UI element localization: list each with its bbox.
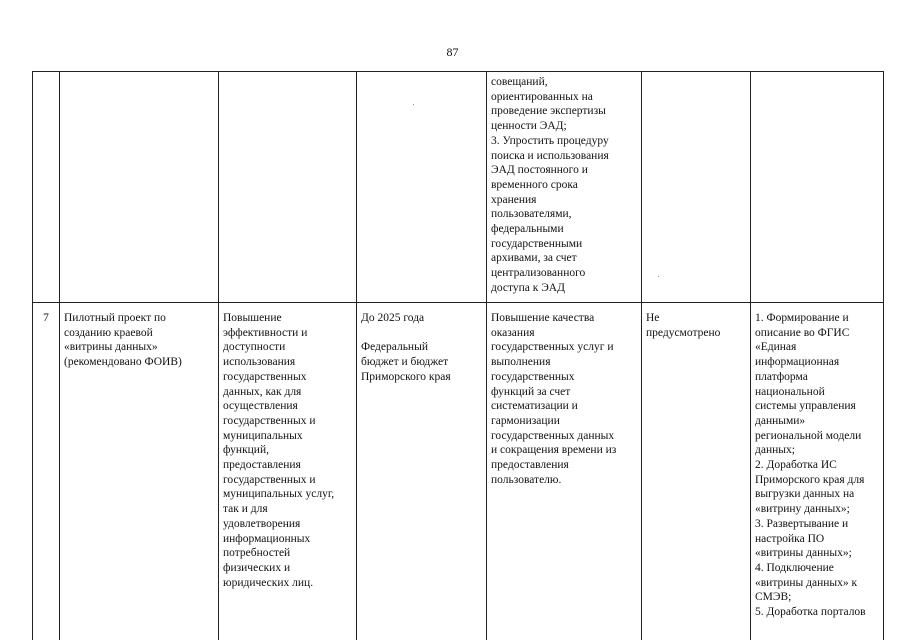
column-divider <box>486 72 487 640</box>
column-divider <box>750 72 751 640</box>
projects-table <box>32 71 884 640</box>
column-divider <box>356 72 357 640</box>
scan-speck <box>658 276 659 277</box>
regulatory-cell: Не предусмотрено <box>646 312 721 339</box>
column-divider <box>59 72 60 640</box>
scan-speck <box>413 104 414 105</box>
project-name-cell: Пилотный проект по созданию краевой «витрины данных» (рекомендовано ФОИВ) <box>64 312 182 369</box>
row-number: 7 <box>43 312 49 324</box>
column-divider <box>641 72 642 640</box>
implementation-stages-cell: 1. Формирование и описание во ФГИС «Единая информационная платформа национальной системы управления данными» региональной модели данных; 2. Доработка ИС Приморского края для выгрузки данных на «витрину данных»; 3. Развертывание и настройка ПО «витрины данных»; 4. Подключение «витрины данных» к СМЭВ; 5. Доработка порталов <box>755 312 866 619</box>
continuation-result-cell: совещаний, ориентированных на проведение экспертизы ценности ЭАД; 3. Упростить процедуру поиска и использования ЭАД постоянного и временного срока хранения пользователями, федеральными государственными архивами, за счет централизованного доступа к ЭАД <box>491 76 609 294</box>
column-divider <box>218 72 219 640</box>
expected-result-cell: Повышение качества оказания государственных услуг и выполнения государственных функций за счет систематизации и гармонизации государственных данных и сокращения времени из предоставления пользователю. <box>491 312 617 486</box>
project-goal-cell: Повышение эффективности и доступности использования государственных данных, как для осуществления государственных и муниципальных функций, предоставления государственных и муниципальных услуг, так и для удовлетворения информационных потребностей физических и юридических лиц. <box>223 312 335 589</box>
page-number: 87 <box>446 45 459 59</box>
row-divider <box>33 302 883 303</box>
deadline-funding-cell: До 2025 года Федеральный бюджет и бюджет Приморского края <box>361 312 451 383</box>
